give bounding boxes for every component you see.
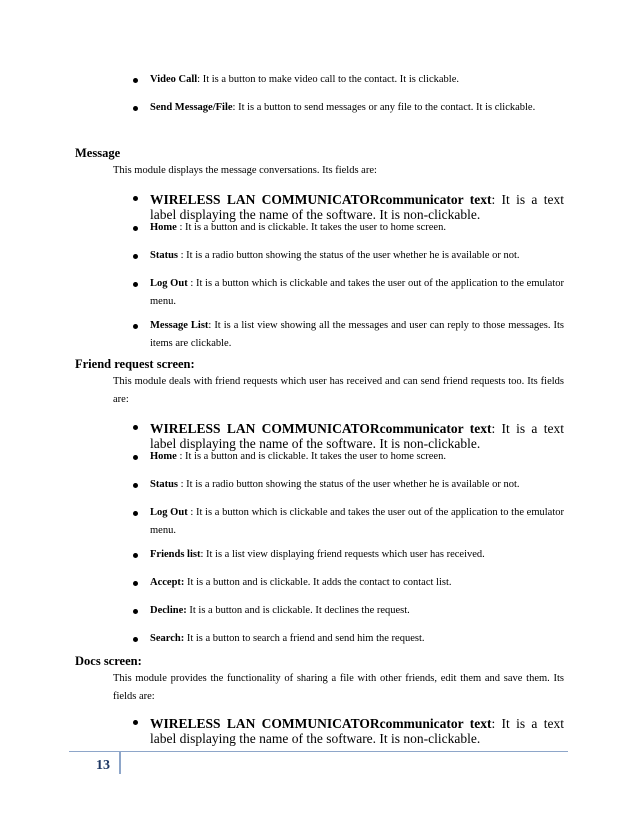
section-intro: This module deals with friend requests which user has received and can send friend requests too. Its fields are:: [113, 376, 564, 405]
bullet: [133, 637, 138, 642]
footer-rule: [69, 751, 568, 752]
list-item: Log Out : It is a button which is clickable and takes the user out of the application to the emulator menu.: [150, 278, 564, 307]
bullet: [133, 324, 138, 329]
list-item: Decline: It is a button and is clickable. It declines the request.: [150, 605, 410, 616]
bullet: [133, 282, 138, 287]
list-item: WIRELESS LAN COMMUNICATORcommunicator text: It is a text label displaying the name of the software. It is non-clickable.: [150, 421, 564, 451]
list-item: WIRELESS LAN COMMUNICATORcommunicator text: It is a text label displaying the name of the software. It is non-clickable.: [150, 192, 564, 222]
section-intro: This module provides the functionality of sharing a file with other friends, edit them and save them. Its fields are:: [113, 673, 564, 702]
list-item: Video Call: It is a button to make video call to the contact. It is clickable.: [150, 74, 459, 85]
list-item: Search: It is a button to search a friend and send him the request.: [150, 633, 425, 644]
list-item: Log Out : It is a button which is clickable and takes the user out of the application to the emulator menu.: [150, 507, 564, 536]
bullet: [133, 720, 138, 725]
bullet: [133, 254, 138, 259]
bullet: [133, 511, 138, 516]
list-item: Status : It is a radio button showing the status of the user whether he is available or not.: [150, 479, 520, 490]
page-number-divider: [119, 752, 121, 774]
bullet: [133, 483, 138, 488]
section-heading: Docs screen:: [75, 654, 142, 668]
list-item: Message List: It is a list view showing all the messages and user can reply to those messages. Its items are clickable.: [150, 320, 564, 349]
bullet: [133, 455, 138, 460]
section-intro: This module displays the message conversations. Its fields are:: [113, 165, 377, 176]
bullet: [133, 196, 138, 201]
list-item: Home : It is a button and is clickable. It takes the user to home screen.: [150, 222, 446, 233]
section-heading: Friend request screen:: [75, 357, 195, 371]
bullet: [133, 609, 138, 614]
list-item: Home : It is a button and is clickable. It takes the user to home screen.: [150, 451, 446, 462]
list-item: WIRELESS LAN COMMUNICATORcommunicator text: It is a text label displaying the name of the software. It is non-clickable.: [150, 716, 564, 746]
bullet: [133, 553, 138, 558]
list-item: Send Message/File: It is a button to send messages or any file to the contact. It is clickable.: [150, 102, 536, 113]
list-item: Status : It is a radio button showing the status of the user whether he is available or not.: [150, 250, 520, 261]
list-item: Accept: It is a button and is clickable. It adds the contact to contact list.: [150, 577, 452, 588]
list-item: Friends list: It is a list view displaying friend requests which user has received.: [150, 549, 485, 560]
bullet: [133, 425, 138, 430]
bullet: [133, 78, 138, 83]
bullet: [133, 581, 138, 586]
page-number: 13: [96, 758, 110, 773]
bullet: [133, 226, 138, 231]
section-heading: Message: [75, 146, 121, 160]
bullet: [133, 106, 138, 111]
